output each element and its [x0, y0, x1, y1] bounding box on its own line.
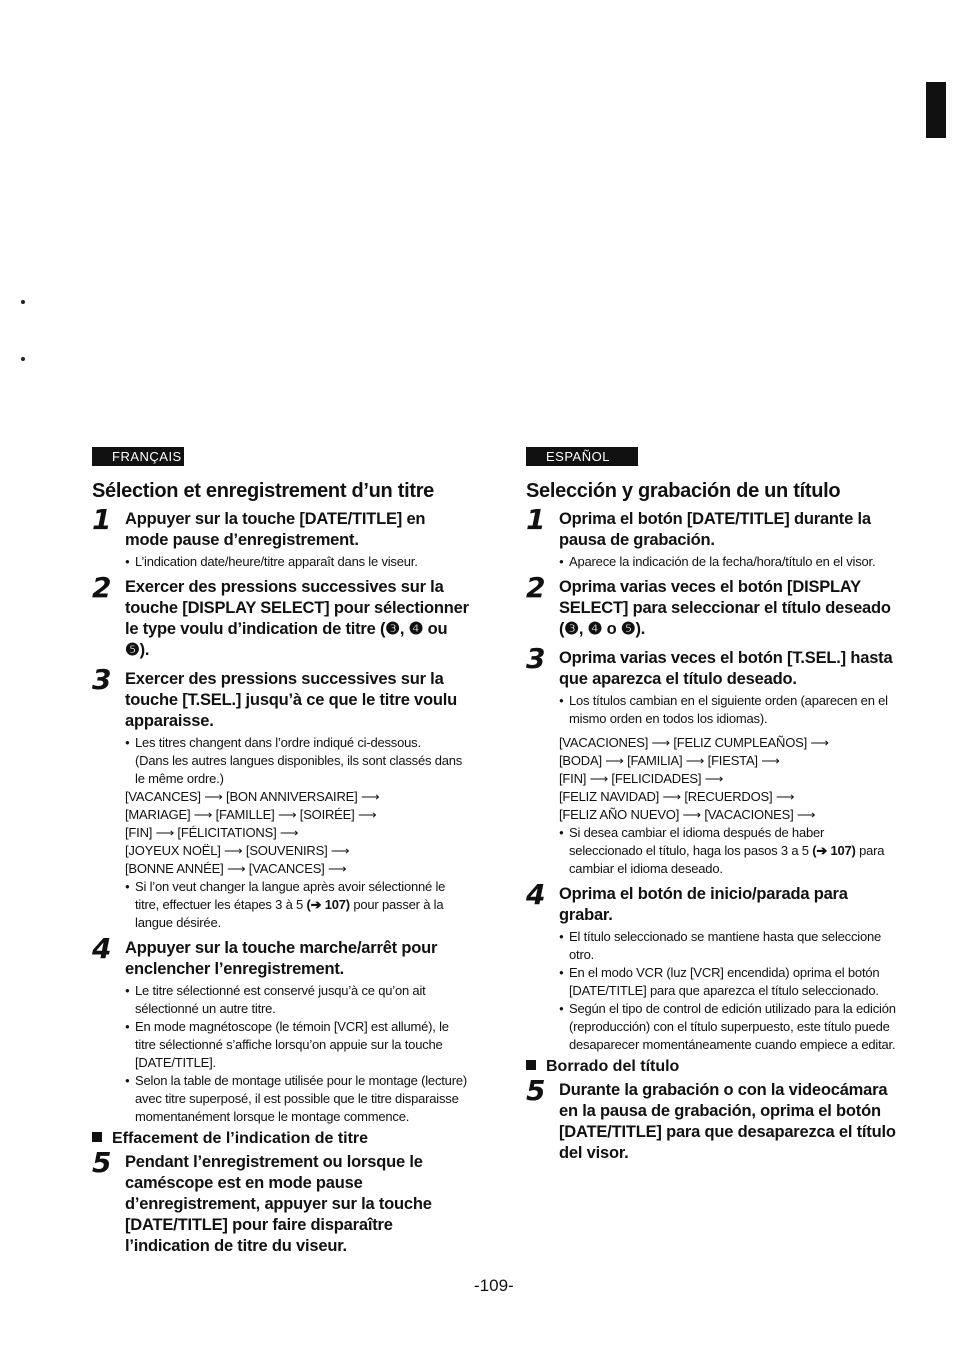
- step-4-note-es: ● En el modo VCR (luz [VCR] encendida) oprima el botón [DATE/TITLE] para que aparezca el título seleccionado.: [559, 964, 898, 1000]
- step-1-note-fr: ● L’indication date/heure/titre apparaît dans le viseur.: [125, 553, 472, 571]
- french-column: [92, 447, 472, 1259]
- subheading-fr: Effacement de l’indication de titre: [92, 1130, 472, 1148]
- step-1-es: [526, 503, 898, 551]
- language-label-es: ESPAÑOL: [526, 447, 638, 466]
- step-3-note-languages-fr: (Dans les autres langues disponibles, ils sont classés dans le même ordre.): [135, 753, 463, 786]
- step-4-fr: [92, 932, 472, 980]
- step-number: 3: [92, 663, 112, 696]
- sequence-line: [FIN] ⟶ [FELICIDADES] ⟶: [559, 771, 724, 786]
- step-3-fr: [92, 663, 472, 732]
- scan-speck: [21, 300, 25, 304]
- section-title-es: Selección y grabación de un título: [526, 480, 841, 502]
- step-number: 5: [526, 1074, 546, 1107]
- step-text: Oprima varias veces el botón [T.SEL.] hasta que aparezca el título deseado.: [559, 649, 893, 688]
- step-number: 2: [526, 571, 546, 604]
- step-text: Oprima el botón de inicio/parada para grabar.: [559, 885, 848, 924]
- step-text: Appuyer sur la touche [DATE/TITLE] en mode pause d’enregistrement.: [125, 510, 426, 549]
- step-text: Appuyer sur la touche marche/arrêt pour enclencher l’enregistrement.: [125, 939, 438, 978]
- sequence-line: [BODA] ⟶ [FAMILIA] ⟶ [FIESTA] ⟶: [559, 753, 780, 768]
- step-5-es: [526, 1074, 898, 1164]
- step-4-note-fr: ● Selon la table de montage utilisée pour le montage (lecture) avec titre superposé, il est possible que le titre disparaisse momentanément lorsque le montage commence.: [125, 1072, 472, 1126]
- sequence-line: [BONNE ANNÉE] ⟶ [VACANCES] ⟶: [125, 861, 347, 876]
- step-number: 4: [92, 932, 112, 965]
- step-3-note-fr: ● Les titres changent dans l’ordre indiqué ci-dessous.: [125, 734, 472, 752]
- step-text: Exercer des pressions successives sur la touche [T.SEL.] jusqu’à ce que le titre voulu apparaisse.: [125, 670, 458, 730]
- step-number: 5: [92, 1146, 112, 1179]
- step-4-note-es: ● Según el tipo de control de edición utilizado para la edición (reproducción) con el título superpuesto, este título puede desaparecer momentáneamente cuando empiece a editar.: [559, 1000, 898, 1054]
- step-3-es: [526, 642, 898, 690]
- step-number: 2: [92, 571, 112, 604]
- step-text: Exercer des pressions successives sur la touche [DISPLAY SELECT] pour sélectionner le type voulu d’indication de titre (❸, ❹ ou ❺).: [125, 578, 469, 659]
- step-number: 1: [92, 503, 112, 536]
- sequence-line: [FIN] ⟶ [FÉLICITATIONS] ⟶: [125, 825, 299, 840]
- spanish-column: [526, 447, 898, 1166]
- step-2-fr: [92, 571, 472, 661]
- sequence-line: [JOYEUX NOËL] ⟶ [SOUVENIRS] ⟶: [125, 843, 350, 858]
- step-number: 3: [526, 642, 546, 675]
- step-text: Durante la grabación o con la videocámara en la pausa de grabación, oprima el botón [DATE/TITLE] para que desaparezca el título del visor.: [559, 1081, 896, 1162]
- title-sequence-es: [559, 734, 898, 824]
- step-5-fr: [92, 1146, 472, 1257]
- step-2-es: [526, 571, 898, 640]
- sequence-line: [FELIZ AÑO NUEVO] ⟶ [VACACIONES] ⟶: [559, 807, 816, 822]
- step-3-note-es: ● Los títulos cambian en el siguiente orden (aparecen en el mismo orden en todos los idiomas).: [559, 692, 898, 728]
- step-text: Pendant l’enregistrement ou lorsque le caméscope est en mode pause d’enregistrement, appuyer sur la touche [DATE/TITLE] pour faire disparaître l’indication de titre du viseur.: [125, 1153, 432, 1255]
- step-3-language-note-es: ● Si desea cambiar el idioma después de haber seleccionado el título, haga los pasos 3 a 5 (➔ 107) para cambiar el idioma deseado.: [559, 824, 898, 878]
- sequence-line: [VACACIONES] ⟶ [FELIZ CUMPLEAÑOS] ⟶: [559, 735, 829, 750]
- step-1-fr: [92, 503, 472, 551]
- step-number: 4: [526, 878, 546, 911]
- step-3-language-note-fr: ● Si l’on veut changer la langue après avoir sélectionné le titre, effectuer les étapes 3 à 5 (➔ 107) pour passer à la langue désirée.: [125, 878, 472, 932]
- step-4-note-fr: ● Le titre sélectionné est conservé jusqu’à ce qu’on ait sélectionné un autre titre.: [125, 982, 472, 1018]
- step-4-es: [526, 878, 898, 926]
- page-reference: (➔ 107): [306, 897, 350, 912]
- step-text: Oprima varias veces el botón [DISPLAY SELECT] para seleccionar el título deseado (❸, ❹ o ❺).: [559, 578, 891, 638]
- sequence-line: [VACANCES] ⟶ [BON ANNIVERSAIRE] ⟶: [125, 789, 380, 804]
- scan-speck: [21, 357, 25, 361]
- page-reference: (➔ 107): [812, 843, 856, 858]
- step-1-note-es: ● Aparece la indicación de la fecha/hora/título en el visor.: [559, 553, 898, 571]
- sequence-line: [MARIAGE] ⟶ [FAMILLE] ⟶ [SOIRÉE] ⟶: [125, 807, 377, 822]
- language-label-fr: FRANÇAIS: [92, 447, 184, 466]
- section-edge-tab: [926, 82, 946, 138]
- title-sequence-fr: [125, 788, 472, 878]
- square-bullet-icon: [526, 1060, 536, 1070]
- step-4-note-fr: ● En mode magnétoscope (le témoin [VCR] est allumé), le titre sélectionné s’affiche lorsqu’on appuie sur la touche [DATE/TITLE].: [125, 1018, 472, 1072]
- step-number: 1: [526, 503, 546, 536]
- step-4-note-es: ● El título seleccionado se mantiene hasta que seleccione otro.: [559, 928, 898, 964]
- section-title-fr: Sélection et enregistrement d’un titre: [92, 480, 435, 502]
- step-text: Oprima el botón [DATE/TITLE] durante la pausa de grabación.: [559, 510, 871, 549]
- sequence-line: [FELIZ NAVIDAD] ⟶ [RECUERDOS] ⟶: [559, 789, 795, 804]
- square-bullet-icon: [92, 1132, 102, 1142]
- page-number: -109-: [474, 1276, 514, 1295]
- subheading-es: Borrado del título: [526, 1058, 898, 1076]
